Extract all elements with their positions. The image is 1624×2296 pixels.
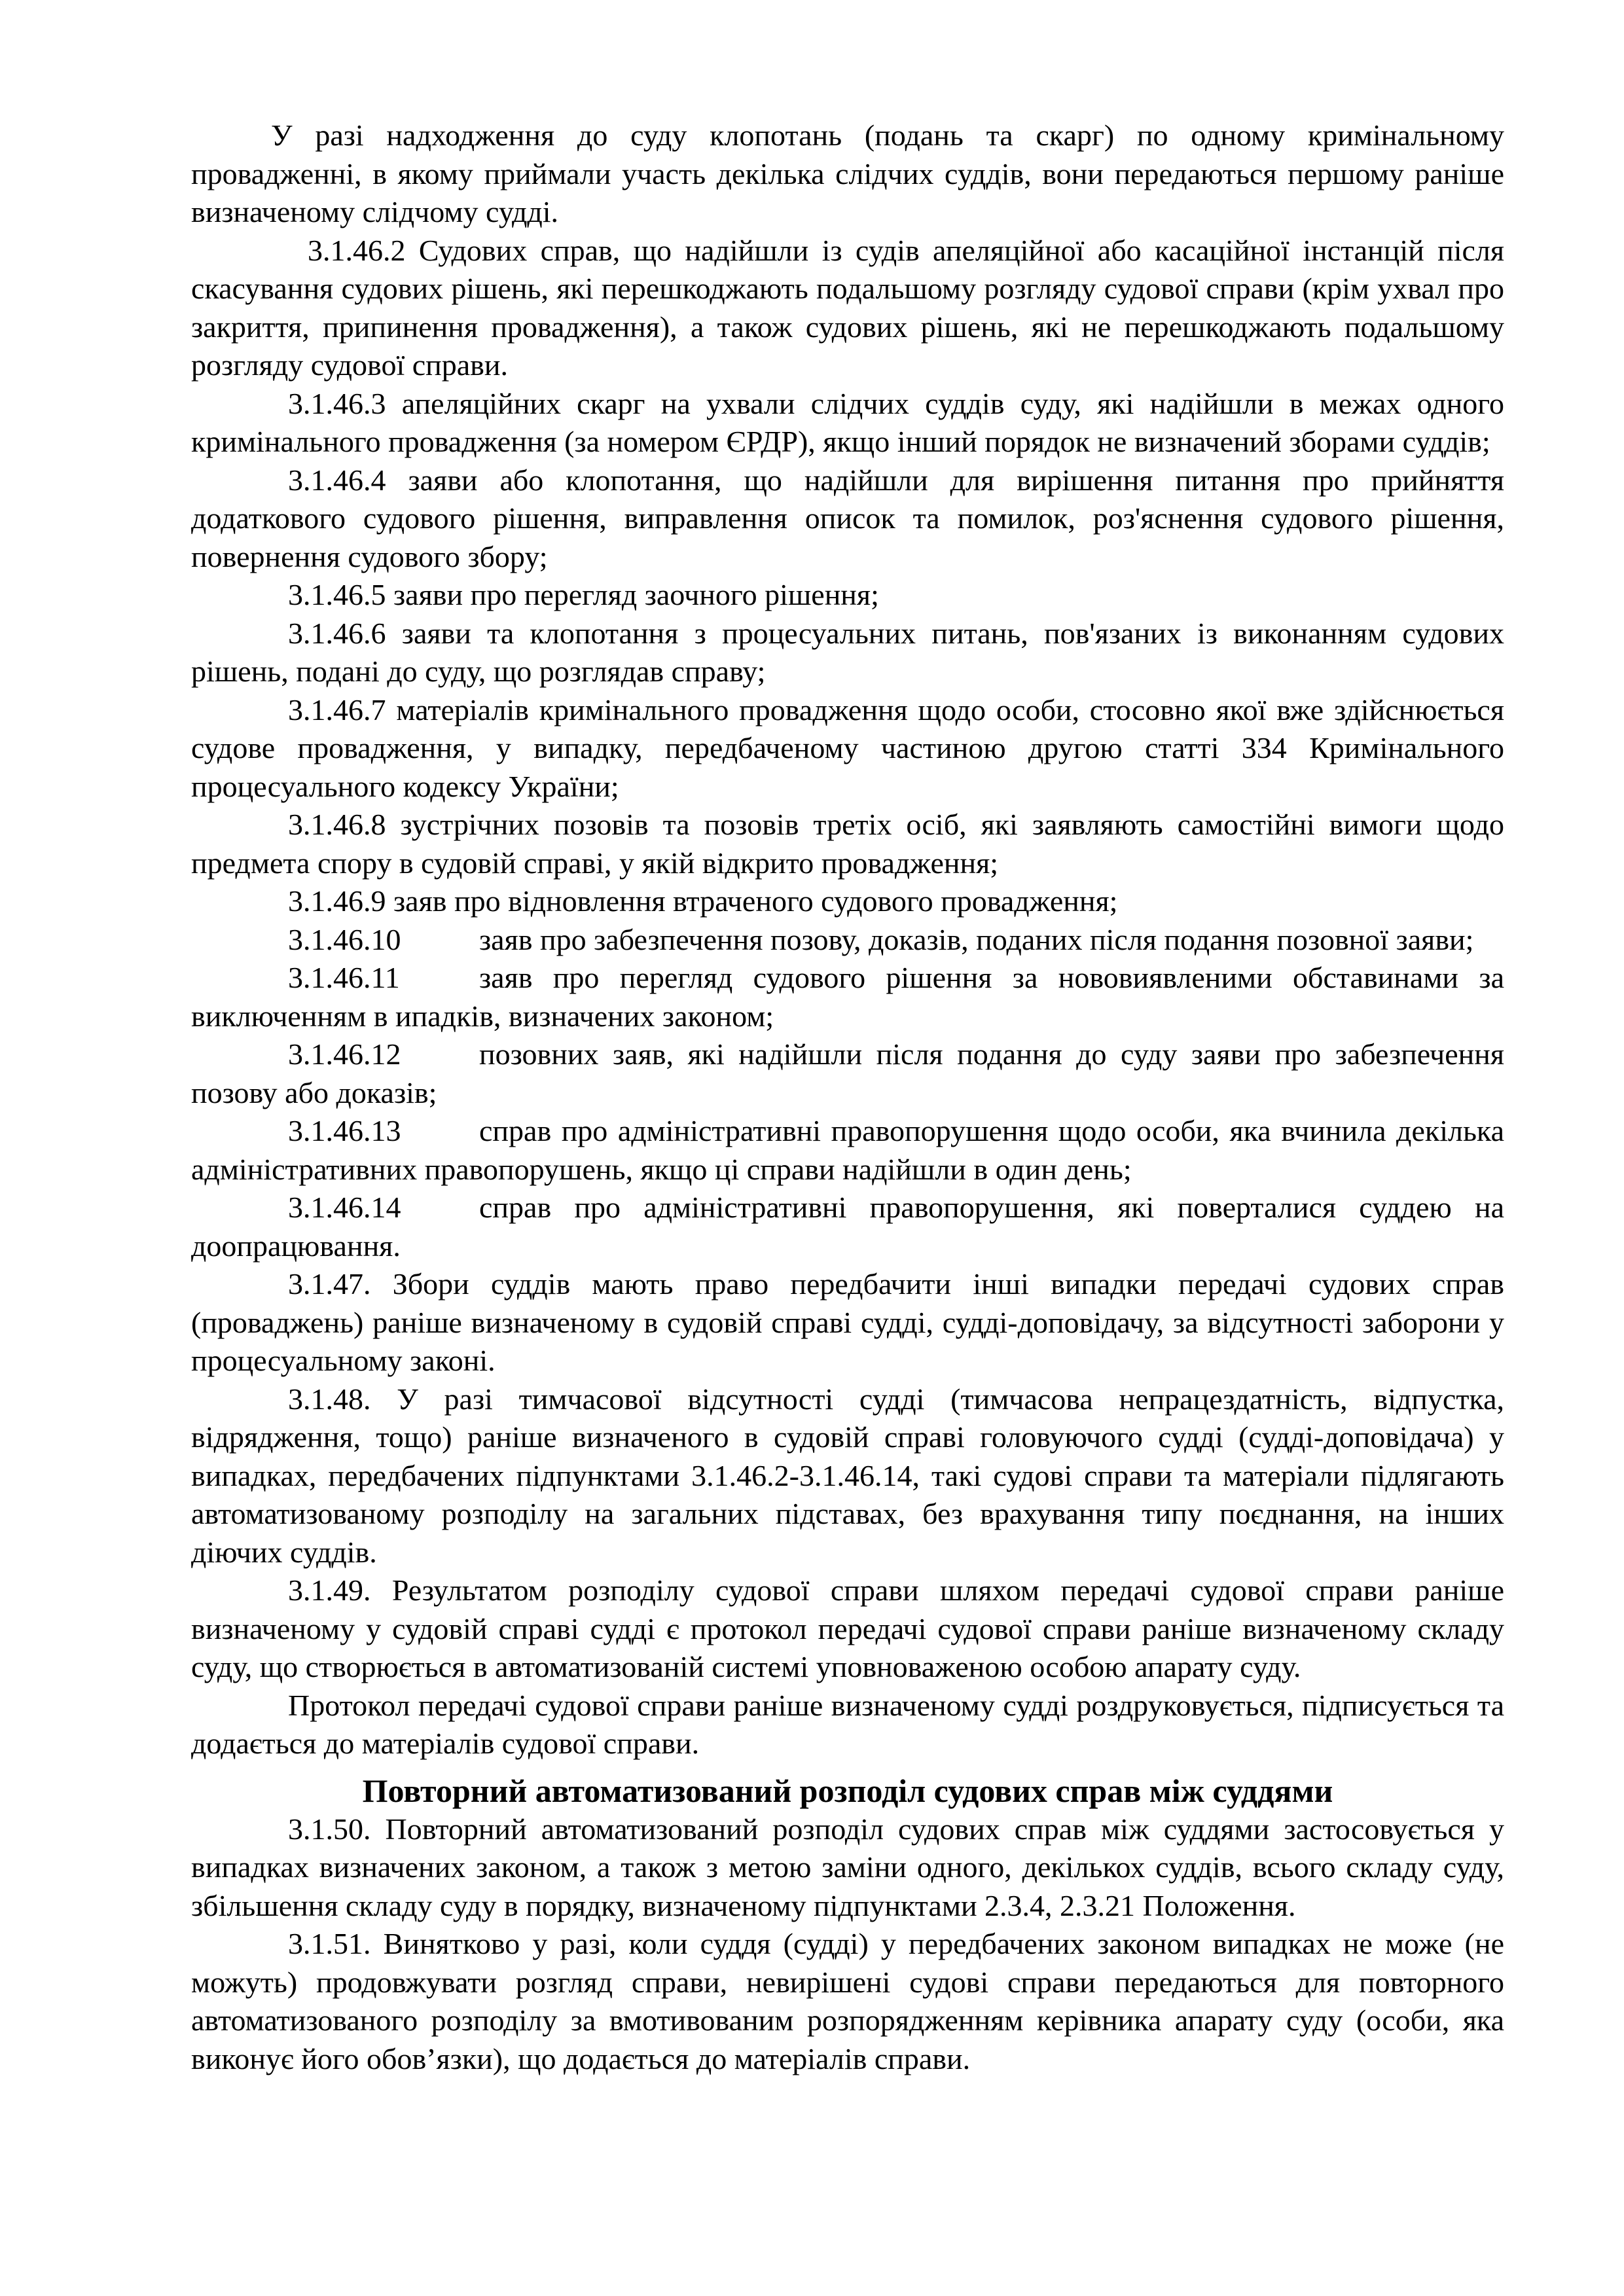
clause-number: 3.1.46.3: [288, 386, 386, 420]
section-heading: Повторний автоматизований розподіл судових справ між суддями: [362, 1772, 1333, 1809]
paragraph-text: заяви та клопотання з процесуальних питань, пов'язаних із виконанням судових рішень, подані до суду, що розглядав справу;: [191, 616, 1505, 688]
clause-number: 3.1.48.: [288, 1382, 371, 1416]
paragraph-text: справ про адміністративні правопорушення, які поверталися суддею на доопрацювання.: [191, 1191, 1504, 1263]
paragraph-3-1-46-4: [191, 461, 1504, 577]
paragraph-3-1-46-5: [191, 576, 1504, 615]
paragraph-text: позовних заяв, які надійшли після подання до суду заяви про забезпечення позову або доказів;: [191, 1037, 1504, 1109]
paragraph-text: зустрічних позовів та позовів третіх осіб, які заявляють самостійні вимоги щодо предмета спору в судовій справі, у якій відкрито провадження;: [191, 808, 1504, 880]
clause-number: 3.1.47.: [288, 1267, 371, 1300]
clause-number: 3.1.46.7: [288, 692, 386, 726]
paragraph-text: Повторний автоматизований розподіл судових справ між суддями застосовується у випадках визначених законом, а також з метою заміни одного, декількох суддів, всього складу суду, збільшення складу суду в порядку, визначеному підпунктами 2.3.4, 2.3.21 Положення.: [191, 1812, 1505, 1922]
paragraph-text: У разі надходження до суду клопотань (подань та скарг) по одному кримінальному провадженні, в якому приймали участь декілька слідчих суддів, вони передаються першому раніше визначеному слідчому судді.: [191, 118, 1504, 228]
clause-number: 3.1.46.11: [288, 961, 400, 994]
paragraph-text: заяви або клопотання, що надійшли для вирішення питання про прийняття додаткового судового рішення, виправлення описок та помилок, роз'яснення судового рішення, повернення судового збору;: [191, 463, 1504, 573]
paragraph-3-1-46-6: [191, 615, 1504, 691]
paragraph-3-1-49: [191, 1571, 1504, 1687]
paragraph-text: Збори суддів мають право передбачити інші випадки передачі судових справ (проваджень) раніше визначеному в судовій справі судді, судді-доповідачу, за відсутності заборони у процесуальному законі.: [191, 1267, 1505, 1377]
paragraph-text: апеляційних скарг на ухвали слідчих суддів суду, які надійшли в межах одного кримінального провадження (за номером ЄРДР), якщо інший порядок не визначений зборами суддів;: [191, 386, 1505, 458]
paragraph-text: Винятково у разі, коли суддя (судді) у передбачених законом випадках не може (не можуть) продовжувати розгляд справи, невирішені судові справи передаються для повторного автоматизованого розподілу за вмотивованим розпорядженням керівника апарату суду (особи, яка виконує його обов’язки), що додається до матеріалів справи.: [191, 1927, 1504, 2075]
paragraph-3-1-46-12: [191, 1035, 1504, 1112]
document-page: [191, 117, 1504, 2078]
clause-number: 3.1.49.: [288, 1573, 371, 1607]
paragraph-protocol: [191, 1687, 1504, 1763]
paragraph-text: заяв про забезпечення позову, доказів, поданих після подання позовної заяви;: [479, 922, 1474, 956]
paragraph-3-1-51: [191, 1925, 1504, 2078]
paragraph-3-1-48: [191, 1380, 1504, 1572]
clause-number: 3.1.46.5: [288, 578, 386, 611]
paragraph-3-1-46-8: [191, 806, 1504, 882]
paragraph-text: Протокол передачі судової справи раніше визначеному судді роздруковується, підписується та додається до матеріалів судової справи.: [191, 1688, 1504, 1760]
paragraph-text: Результатом розподілу судової справи шляхом передачі судової справи раніше визначеному у судовій справі судді є протокол передачі судової справи раніше визначеному складу суду, що створюється в автоматизованій системі уповноваженою особою апарату суду.: [191, 1573, 1504, 1683]
paragraph-3-1-46-7: [191, 691, 1504, 806]
paragraph-text: Судових справ, що надійшли із судів апеляційної або касаційної інстанцій після скасування судових рішень, які перешкоджають подальшому розгляду судової справи (крім ухвал про закриття, припинення провадження), а також судових рішень, які не перешкоджають подальшому розгляду судової справи.: [191, 233, 1505, 382]
paragraph-text: матеріалів кримінального провадження щодо особи, стосовно якої вже здійснюється судове провадження, у випадку, передбаченому частиною другою статті 334 Кримінального процесуального кодексу України;: [191, 692, 1505, 803]
clause-number: 3.1.46.4: [288, 463, 386, 497]
paragraph-3-1-46-11: [191, 959, 1504, 1035]
clause-number: 3.1.46.10: [288, 922, 401, 956]
paragraph-3-1-46-9: [191, 882, 1504, 921]
paragraph-text: заяв про відновлення втраченого судового провадження;: [393, 884, 1118, 918]
clause-number: 3.1.46.8: [288, 808, 386, 841]
paragraph-3-1-46-14: [191, 1189, 1504, 1265]
paragraph-text: справ про адміністративні правопорушення щодо особи, яка вчинила декілька адміністративних правопорушень, якщо ці справи надійшли в один день;: [191, 1114, 1504, 1186]
paragraph-text: заяв про перегляд судового рішення за нововиявленими обставинами за виключенням в ипадків, визначених законом;: [191, 961, 1504, 1033]
clause-number: 3.1.46.12: [288, 1037, 401, 1071]
paragraph-text: заяви про перегляд заочного рішення;: [393, 578, 879, 611]
paragraph-intro: [191, 117, 1504, 232]
clause-number: 3.1.46.2: [308, 233, 406, 267]
clause-number: 3.1.46.9: [288, 884, 386, 918]
paragraph-text: У разі тимчасової відсутності судді (тимчасова непрацездатність, відпустка, відрядження, тощо) раніше визначеного в судовій справі головуючого судді (судді-доповідача) у випадках, передбачених підпунктами 3.1.46.2-3.1.46.14, такі судові справи та матеріали підлягають автоматизованому розподілу на загальних підставах, без врахування типу поєднання, на інших діючих суддів.: [191, 1382, 1504, 1569]
paragraph-3-1-46-13: [191, 1112, 1504, 1189]
paragraph-3-1-50: [191, 1810, 1504, 1926]
paragraph-3-1-47: [191, 1265, 1504, 1380]
clause-number: 3.1.46.13: [288, 1114, 401, 1147]
clause-number: 3.1.46.6: [288, 616, 386, 650]
paragraph-3-1-46-3: [191, 385, 1504, 461]
clause-number: 3.1.50.: [288, 1812, 371, 1846]
paragraph-3-1-46-10: [191, 921, 1504, 960]
clause-number: 3.1.46.14: [288, 1191, 401, 1224]
paragraph-3-1-46-2: [191, 232, 1504, 385]
clause-number: 3.1.51.: [288, 1927, 371, 1960]
